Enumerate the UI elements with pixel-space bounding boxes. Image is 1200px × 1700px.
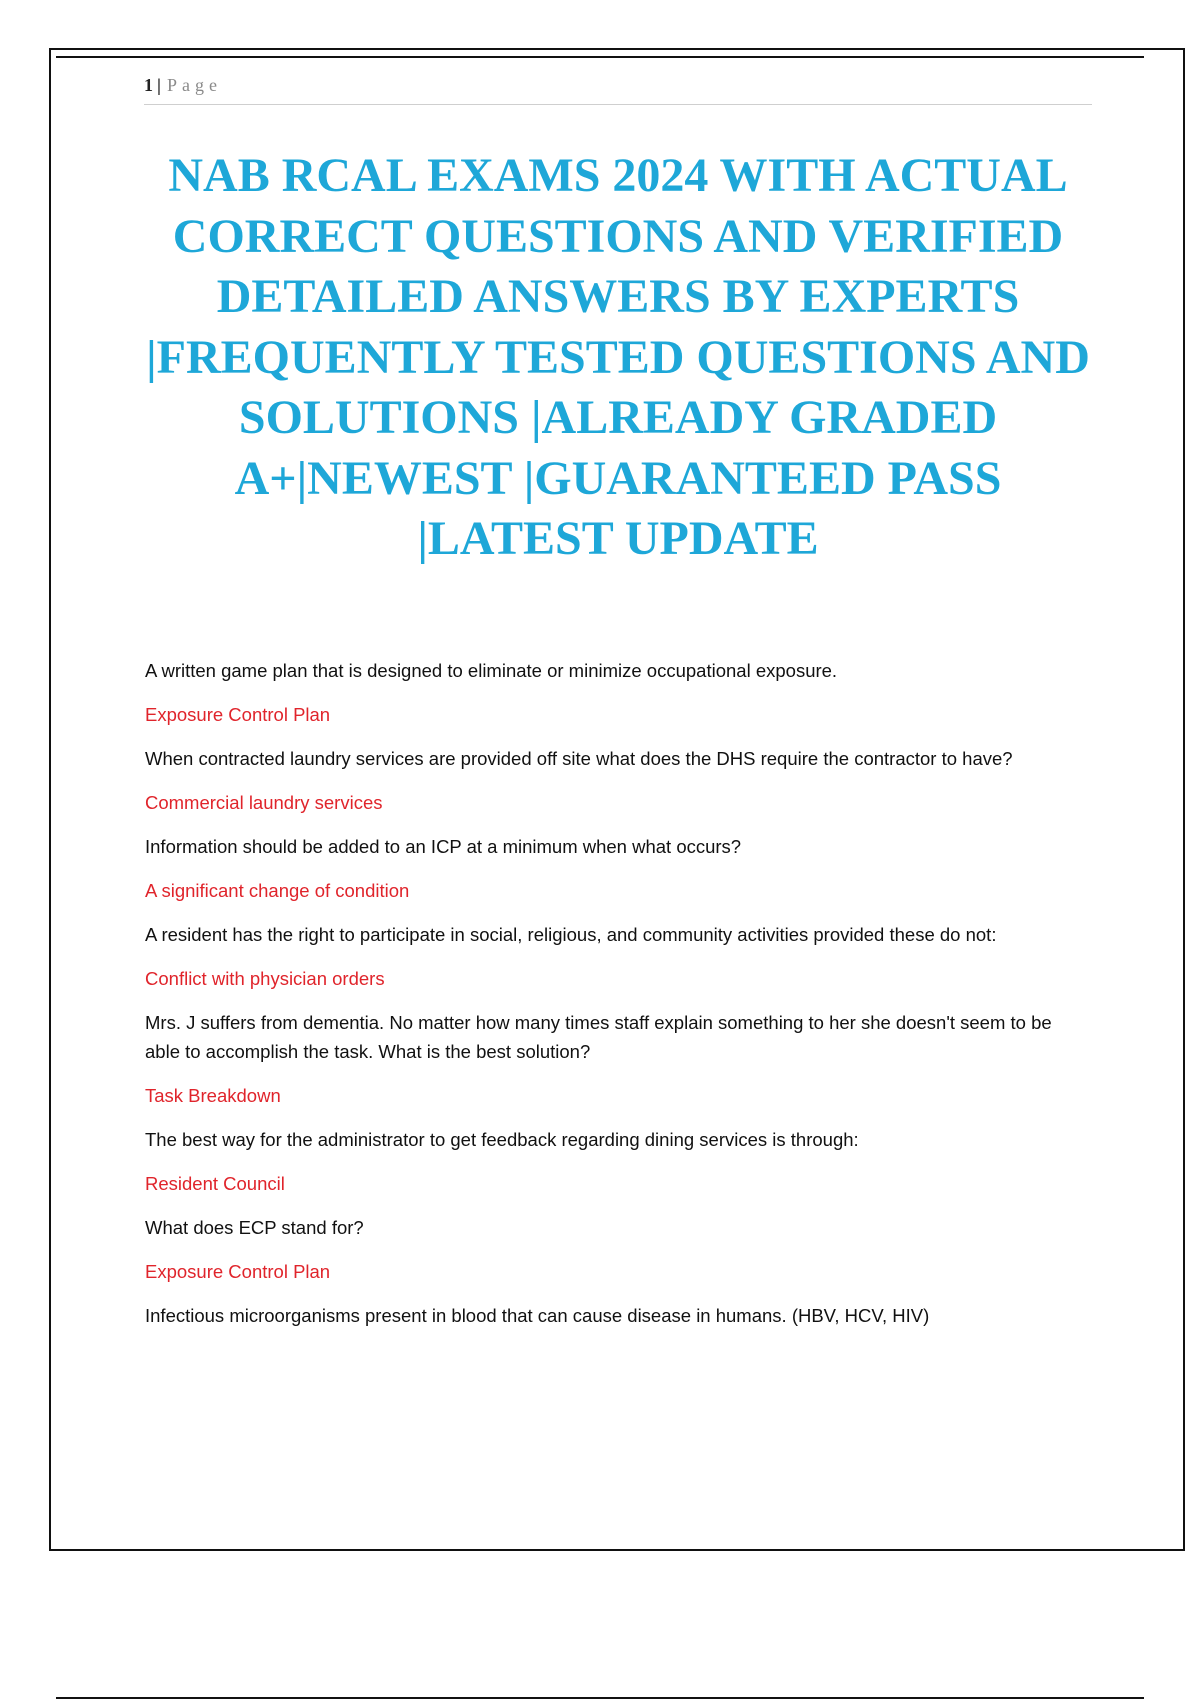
qa-item [145, 1008, 1075, 1110]
answer: Resident Council [145, 1173, 285, 1194]
answer: Exposure Control Plan [145, 704, 331, 725]
question: A resident has the right to participate in social, religious, and community activities provided these do not: [145, 924, 997, 945]
answer: A significant change of condition [145, 880, 410, 901]
question: Information should be added to an ICP at a minimum when what occurs? [145, 836, 742, 857]
page-label: Page [166, 75, 222, 95]
question: The best way for the administrator to get feedback regarding dining services is through: [145, 1129, 859, 1150]
bottom-rule [56, 1697, 1144, 1699]
page-header [144, 72, 1092, 105]
qa-item [145, 656, 1075, 729]
page-separator: | [157, 75, 161, 95]
qa-item [145, 1213, 1075, 1286]
qa-item [145, 920, 1075, 993]
qa-item [145, 832, 1075, 905]
question: What does ECP stand for? [145, 1217, 364, 1238]
document-title: NAB RCAL EXAMS 2024 WITH ACTUAL CORRECT QUESTIONS AND VERIFIED DETAILED ANSWERS BY EXPERTS |FREQUENTLY TESTED QUESTIONS AND SOLUTIONS |ALREADY GRADED A+|NEWEST |GUARANTEED PASS |LATEST UPDATE [146, 149, 1090, 565]
question: Mrs. J suffers from dementia. No matter how many times staff explain something to her she doesn't seem to be able to accomplish the task. What is the best solution? [145, 1012, 1052, 1062]
qa-item [145, 1301, 1075, 1330]
qa-item [145, 1125, 1075, 1198]
answer: Task Breakdown [145, 1085, 281, 1106]
top-rule [56, 56, 1144, 58]
page-number: 1 [144, 75, 153, 95]
qa-list [145, 656, 1075, 1345]
question: A written game plan that is designed to eliminate or minimize occupational exposure. [145, 660, 838, 681]
answer: Exposure Control Plan [145, 1261, 331, 1282]
answer: Conflict with physician orders [145, 968, 385, 989]
qa-item [145, 744, 1075, 817]
question: Infectious microorganisms present in blood that can cause disease in humans. (HBV, HCV, HIV) [145, 1305, 930, 1326]
answer: Commercial laundry services [145, 792, 383, 813]
question: When contracted laundry services are provided off site what does the DHS require the contractor to have? [145, 748, 1013, 769]
